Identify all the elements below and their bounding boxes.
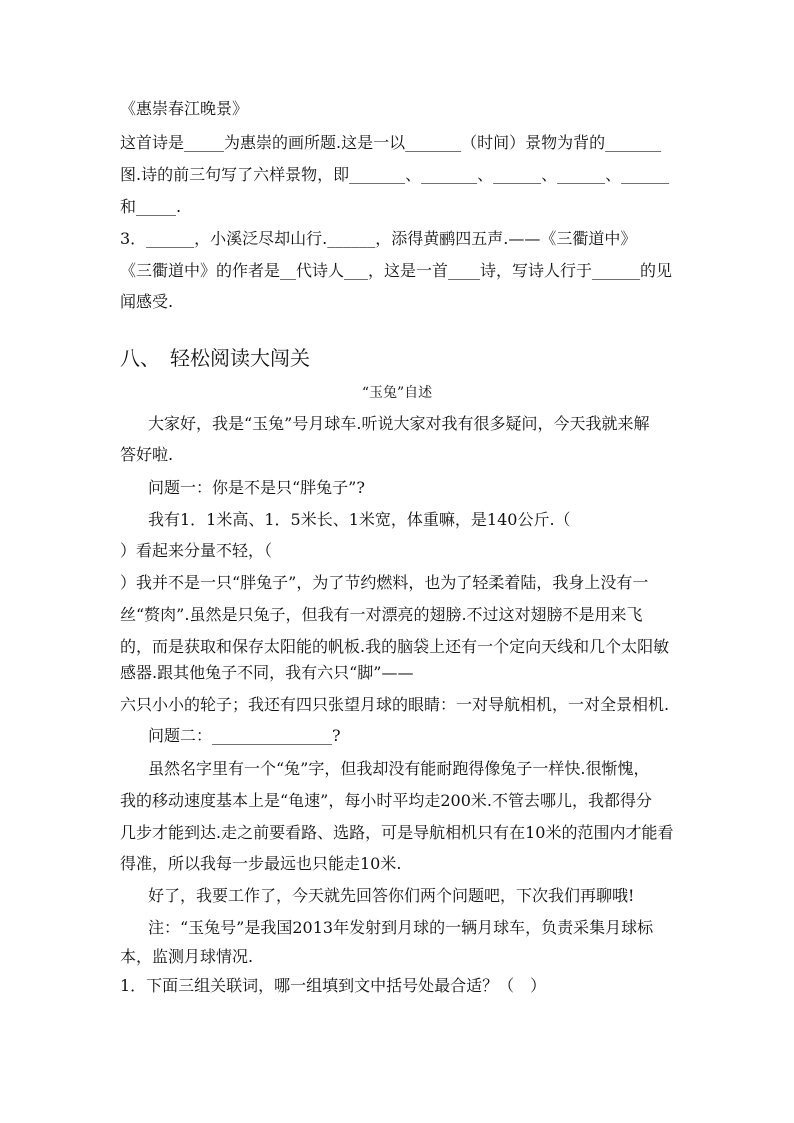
paragraph-line: 几步才能到达.走之前要看路、选路，可是导航相机只有在10米的范围内才能看	[120, 823, 674, 842]
paragraph-line: ）我并不是一只“胖兔子”，为了节约燃料，也为了轻柔着陆，我身上没有一	[120, 573, 649, 592]
question-line: 和_____.	[120, 197, 182, 216]
section-number: 八、	[120, 346, 160, 370]
paragraph-line: 丝“赘肉”.虽然是只兔子，但我有一对漂亮的翅膀.不过这对翅膀不是用来飞	[120, 605, 643, 624]
paragraph-line: ）看起来分量不轻，（	[120, 541, 273, 560]
question-line: 闻感受.	[120, 292, 174, 311]
note-line: 本，监测月球情况.	[120, 947, 254, 966]
question-line: 这首诗是_____为惠崇的画所题.这是一以_______（时间）景物为背的_______	[120, 133, 662, 152]
paragraph-line: 感器.跟其他兔子不同，我有六只“脚”——	[120, 663, 414, 682]
paragraph-line: 虽然名字里有一个“兔”字，但我却没有能耐跑得像兔子一样快.很惭愧，	[148, 759, 650, 778]
paragraph-line: 我的移动速度基本上是“龟速”，每小时平均走200米.不管去哪儿，我都得分	[120, 791, 652, 810]
question-heading: 问题二：_______________?	[148, 726, 341, 745]
exercise-question: 1．下面三组关联词，哪一组填到文中括号处最合适？（ ）	[120, 976, 547, 995]
section-label: 轻松阅读大闯关	[170, 346, 310, 370]
poem-title: 《惠崇春江晚景》	[120, 99, 249, 118]
section-heading	[120, 345, 310, 371]
question-heading: 问题一：你是不是只“胖兔子”?	[148, 478, 365, 497]
paragraph-line: 好了，我要工作了，今天就先回答你们两个问题吧，下次我们再聊哦!	[148, 886, 635, 905]
paragraph-line: 六只小小的轮子；我还有四只张望月球的眼睛：一对导航相机，一对全景相机.	[120, 695, 670, 714]
paragraph-line: 我有1．1米高、1．5米长、1米宽，体重嘛，是140公斤.（	[148, 510, 571, 529]
article-title: “玉兔”自述	[361, 385, 433, 401]
question-line: 图.诗的前三句写了六样景物，即_______、_______、______、______、______	[120, 165, 670, 184]
note-line: 注：“玉兔号”是我国2013年发射到月球的一辆月球车，负责采集月球标	[148, 918, 654, 937]
paragraph-line: 得准，所以我每一步最远也只能走10米.	[120, 854, 402, 873]
paragraph-line: 答好啦.	[120, 445, 174, 464]
paragraph-line: 大家好，我是“玉兔”号月球车.听说大家对我有很多疑问，今天我就来解	[148, 414, 650, 433]
question-line: 《三衢道中》的作者是__代诗人___，这是一首____诗，写诗人行于______的见	[120, 261, 673, 280]
paragraph-line: 的，而是获取和保存太阳能的帆板.我的脑袋上还有一个定向天线和几个太阳敏	[120, 637, 670, 656]
question-line: 3．______，小溪泛尽却山行.______，添得黄鹂四五声.——《三衢道中》	[120, 229, 637, 248]
